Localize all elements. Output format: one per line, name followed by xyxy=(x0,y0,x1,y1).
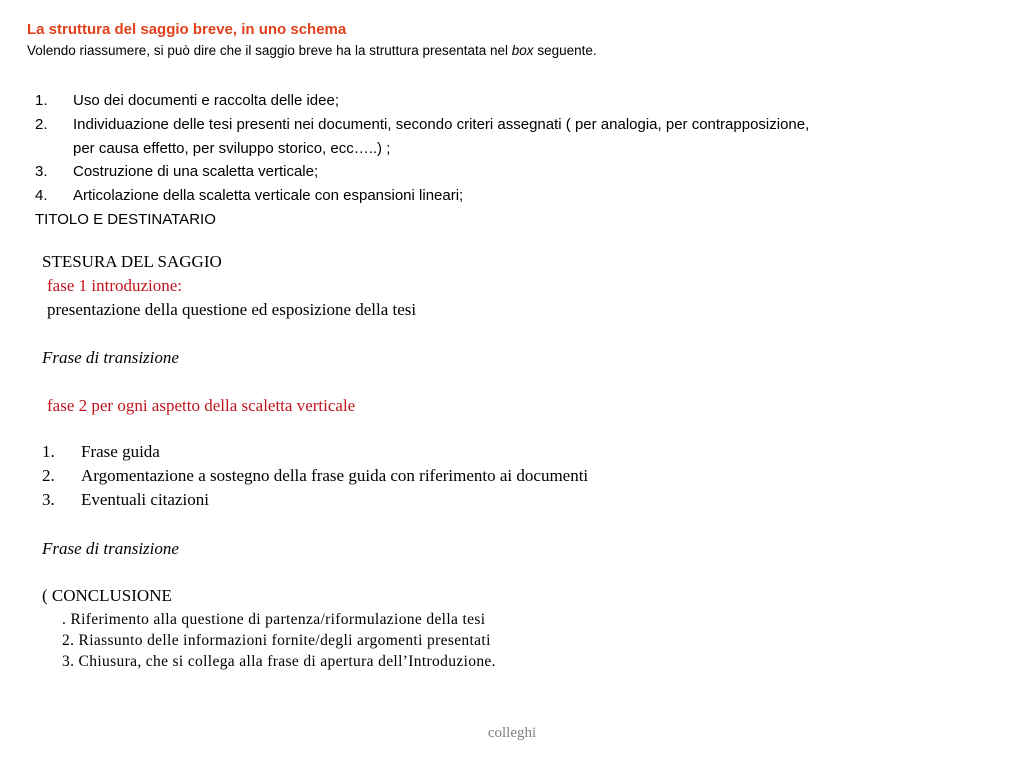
step-text-continued: per causa effetto, per sviluppo storico, ecc…..) ; xyxy=(73,140,391,157)
fase2-item-text: Frase guida xyxy=(81,442,160,461)
intro-text-after: seguente. xyxy=(533,43,597,58)
conclusione-item: . Riferimento alla questione di partenza/riformulazione della tesi xyxy=(62,611,486,628)
fase2-label: fase 2 per ogni aspetto della scaletta verticale xyxy=(47,396,356,415)
intro-text xyxy=(27,41,597,61)
fase1-text: presentazione della questione ed esposizione della tesi xyxy=(47,300,417,319)
fase2-item-number: 2. xyxy=(42,466,55,485)
step-number: 4. xyxy=(35,187,48,204)
step-text: Articolazione della scaletta verticale con espansioni lineari; xyxy=(73,187,464,204)
fase1-label: fase 1 introduzione: xyxy=(47,276,183,295)
titolo-label: TITOLO E DESTINATARIO xyxy=(35,211,216,228)
intro-text-before: Volendo riassumere, si può dire che il saggio breve ha la struttura presentata nel xyxy=(27,43,512,58)
slide-footer: colleghi xyxy=(487,725,537,741)
transition-label: Frase di transizione xyxy=(42,539,179,558)
fase2-item-text: Argomentazione a sostegno della frase guida con riferimento ai documenti xyxy=(81,466,589,485)
step-number: 2. xyxy=(35,116,48,133)
conclusione-item: 2. Riassunto delle informazioni fornite/degli argomenti presentati xyxy=(62,632,491,649)
fase2-item-number: 3. xyxy=(42,490,55,509)
step-number: 1. xyxy=(35,92,48,109)
step-number: 3. xyxy=(35,163,48,180)
transition-label: Frase di transizione xyxy=(42,348,179,367)
step-text: Individuazione delle tesi presenti nei documenti, secondo criteri assegnati ( per analogia, per contrapposizione, xyxy=(73,116,810,133)
fase2-item-text: Eventuali citazioni xyxy=(81,490,209,509)
fase2-item-number: 1. xyxy=(42,442,55,461)
intro-text-italic: box xyxy=(511,43,534,58)
step-text: Costruzione di una scaletta verticale; xyxy=(73,163,319,180)
stesura-heading: STESURA DEL SAGGIO xyxy=(42,252,222,271)
conclusione-item: 3. Chiusura, che si collega alla frase di apertura dell’Introduzione. xyxy=(62,653,496,670)
conclusione-heading: ( CONCLUSIONE xyxy=(42,586,172,605)
slide-title: La struttura del saggio breve, in uno schema xyxy=(27,21,347,38)
step-text: Uso dei documenti e raccolta delle idee; xyxy=(73,92,339,109)
